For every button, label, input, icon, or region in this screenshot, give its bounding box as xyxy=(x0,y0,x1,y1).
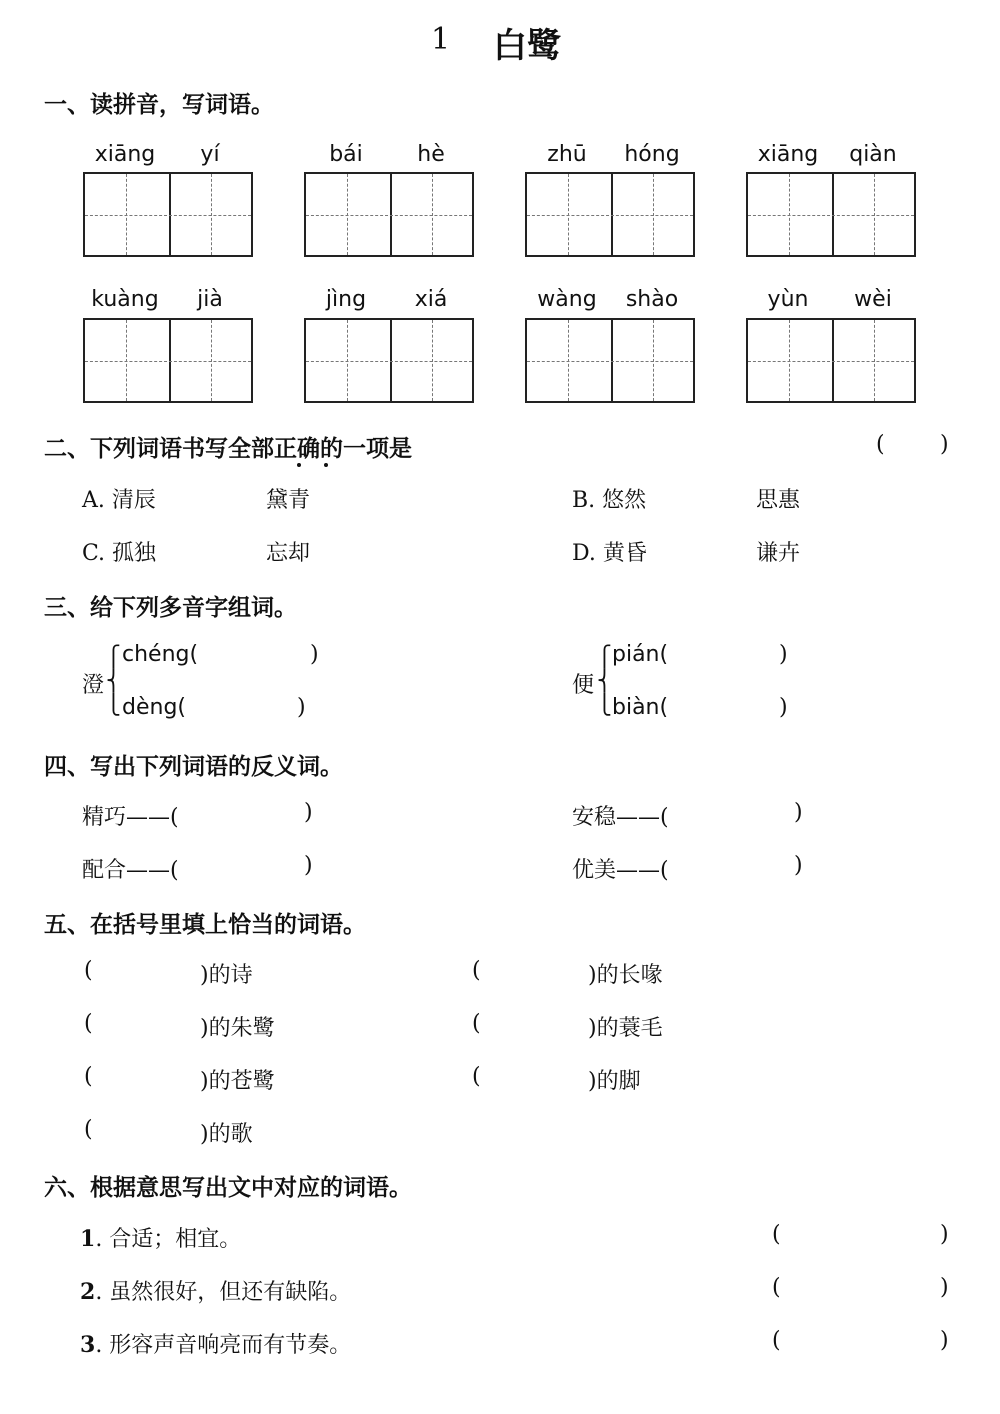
pinyin-label: kuàng xyxy=(91,287,159,312)
writing-grid[interactable] xyxy=(83,172,253,257)
page-title: 白鹭 xyxy=(493,26,561,66)
pinyin-label: xiá xyxy=(414,287,448,312)
antonym-item: 配合——( xyxy=(82,858,179,883)
question-number: 2 xyxy=(80,1279,96,1305)
answer-paren-close[interactable]: ) xyxy=(794,800,803,825)
writing-grid[interactable] xyxy=(746,318,916,403)
pinyin-label: zhū xyxy=(547,142,587,167)
polyphone-reading: dèng( xyxy=(122,695,186,720)
section-2-heading: 二、下列词语书写全部正确的一项是 xyxy=(44,436,412,462)
answer-paren-close[interactable]: ) xyxy=(310,642,319,667)
pinyin-label: xiāng xyxy=(94,142,156,167)
grid-guide-line xyxy=(748,361,914,362)
question-number: 3 xyxy=(80,1332,96,1358)
question-text: . 形容声音响亮而有节奏。 xyxy=(95,1333,352,1358)
question-text: . 合适；相宜。 xyxy=(95,1227,242,1252)
grid-guide-line xyxy=(306,361,472,362)
pinyin-label: wèi xyxy=(854,287,892,312)
answer-paren-open[interactable]: ( xyxy=(84,1011,93,1036)
brace-mid-icon: ⎨ xyxy=(106,668,121,692)
answer-paren-open[interactable]: ( xyxy=(472,958,481,983)
pinyin-label: shào xyxy=(625,287,679,312)
option-b-word: 思惠 xyxy=(756,488,801,513)
lesson-number: 1 xyxy=(431,22,451,57)
fill-item: )的长喙 xyxy=(588,963,663,988)
antonym-item: 优美——( xyxy=(572,858,669,883)
section-3-heading: 三、给下列多音字组词。 xyxy=(44,595,297,621)
answer-paren-close[interactable]: ) xyxy=(940,1222,949,1247)
pinyin-label: xiāng xyxy=(757,142,819,167)
emphasis-dot xyxy=(324,463,328,467)
pinyin-label: hóng xyxy=(624,142,680,167)
answer-paren-close[interactable]: ) xyxy=(794,853,803,878)
emphasis-dot xyxy=(297,463,301,467)
option-c-word: 忘却 xyxy=(266,541,311,566)
answer-paren-open[interactable]: ( xyxy=(876,432,885,457)
pinyin-label: jìng xyxy=(325,287,367,312)
answer-paren-close[interactable]: ) xyxy=(304,800,313,825)
option-d-label[interactable]: D. 黄昏 xyxy=(572,541,647,566)
section-1-heading: 一、读拼音，写词语。 xyxy=(44,92,274,118)
answer-paren-open[interactable]: ( xyxy=(84,1064,93,1089)
grid-guide-line xyxy=(306,215,472,216)
pinyin-label: hè xyxy=(417,142,445,167)
grid-guide-line xyxy=(527,361,693,362)
pinyin-label: wàng xyxy=(537,287,597,312)
answer-paren-open[interactable]: ( xyxy=(772,1328,781,1353)
question-item xyxy=(80,1328,351,1359)
grid-guide-line xyxy=(85,361,251,362)
answer-paren-open[interactable]: ( xyxy=(472,1064,481,1089)
polyphone-char: 澄 xyxy=(82,673,105,698)
brace-bottom-icon: ⎩ xyxy=(106,692,121,716)
answer-paren-close[interactable]: ) xyxy=(304,853,313,878)
writing-grid[interactable] xyxy=(304,172,474,257)
antonym-item: 安稳——( xyxy=(572,805,669,830)
answer-paren-close[interactable]: ) xyxy=(779,695,788,720)
question-text: . 虽然很好，但还有缺陷。 xyxy=(95,1280,352,1305)
option-a-label[interactable]: A. 清辰 xyxy=(82,488,156,513)
answer-paren-open[interactable]: ( xyxy=(472,1011,481,1036)
pinyin-label: qiàn xyxy=(849,142,897,167)
writing-grid[interactable] xyxy=(304,318,474,403)
fill-item: )的歌 xyxy=(200,1122,253,1147)
polyphone-reading: chéng( xyxy=(122,642,199,667)
section-6-heading: 六、根据意思写出文中对应的词语。 xyxy=(44,1175,412,1201)
fill-item: )的朱鹭 xyxy=(200,1016,275,1041)
fill-item: )的蓑毛 xyxy=(588,1016,663,1041)
option-d-word: 谦卉 xyxy=(756,541,801,566)
answer-paren-close[interactable]: ) xyxy=(940,1275,949,1300)
brace-top-icon: ⎧ xyxy=(106,644,121,668)
brace-top-icon: ⎧ xyxy=(597,644,612,668)
question-item xyxy=(80,1222,241,1253)
option-c-label[interactable]: C. 孤独 xyxy=(82,541,157,566)
answer-paren-close[interactable]: ) xyxy=(940,1328,949,1353)
answer-paren-open[interactable]: ( xyxy=(84,1117,93,1142)
writing-grid[interactable] xyxy=(746,172,916,257)
pinyin-label: jià xyxy=(197,287,223,312)
section-4-heading: 四、写出下列词语的反义词。 xyxy=(44,754,343,780)
answer-paren-close[interactable]: ) xyxy=(779,642,788,667)
brace-bottom-icon: ⎩ xyxy=(597,692,612,716)
answer-paren-open[interactable]: ( xyxy=(84,958,93,983)
fill-item: )的苍鹭 xyxy=(200,1069,275,1094)
answer-paren-open[interactable]: ( xyxy=(772,1275,781,1300)
option-b-label[interactable]: B. 悠然 xyxy=(572,488,647,513)
grid-guide-line xyxy=(748,215,914,216)
answer-paren-open[interactable]: ( xyxy=(772,1222,781,1247)
pinyin-label: yùn xyxy=(767,287,809,312)
pinyin-label: yí xyxy=(200,142,220,167)
grid-guide-line xyxy=(85,215,251,216)
polyphone-char: 便 xyxy=(572,673,595,698)
question-item xyxy=(80,1275,351,1306)
writing-grid[interactable] xyxy=(83,318,253,403)
antonym-item: 精巧——( xyxy=(82,805,179,830)
polyphone-reading: pián( xyxy=(612,642,669,667)
question-number: 1 xyxy=(80,1226,96,1252)
fill-item: )的诗 xyxy=(200,963,253,988)
pinyin-label: bái xyxy=(329,142,363,167)
fill-item: )的脚 xyxy=(588,1069,641,1094)
section-5-heading: 五、在括号里填上恰当的词语。 xyxy=(44,912,366,938)
grid-guide-line xyxy=(527,215,693,216)
answer-paren-close[interactable]: ) xyxy=(940,432,949,457)
writing-grid[interactable] xyxy=(525,172,695,257)
polyphone-reading: biàn( xyxy=(612,695,669,720)
option-a-word: 黛青 xyxy=(266,488,311,513)
writing-grid[interactable] xyxy=(525,318,695,403)
answer-paren-close[interactable]: ) xyxy=(297,695,306,720)
brace-mid-icon: ⎨ xyxy=(597,668,612,692)
